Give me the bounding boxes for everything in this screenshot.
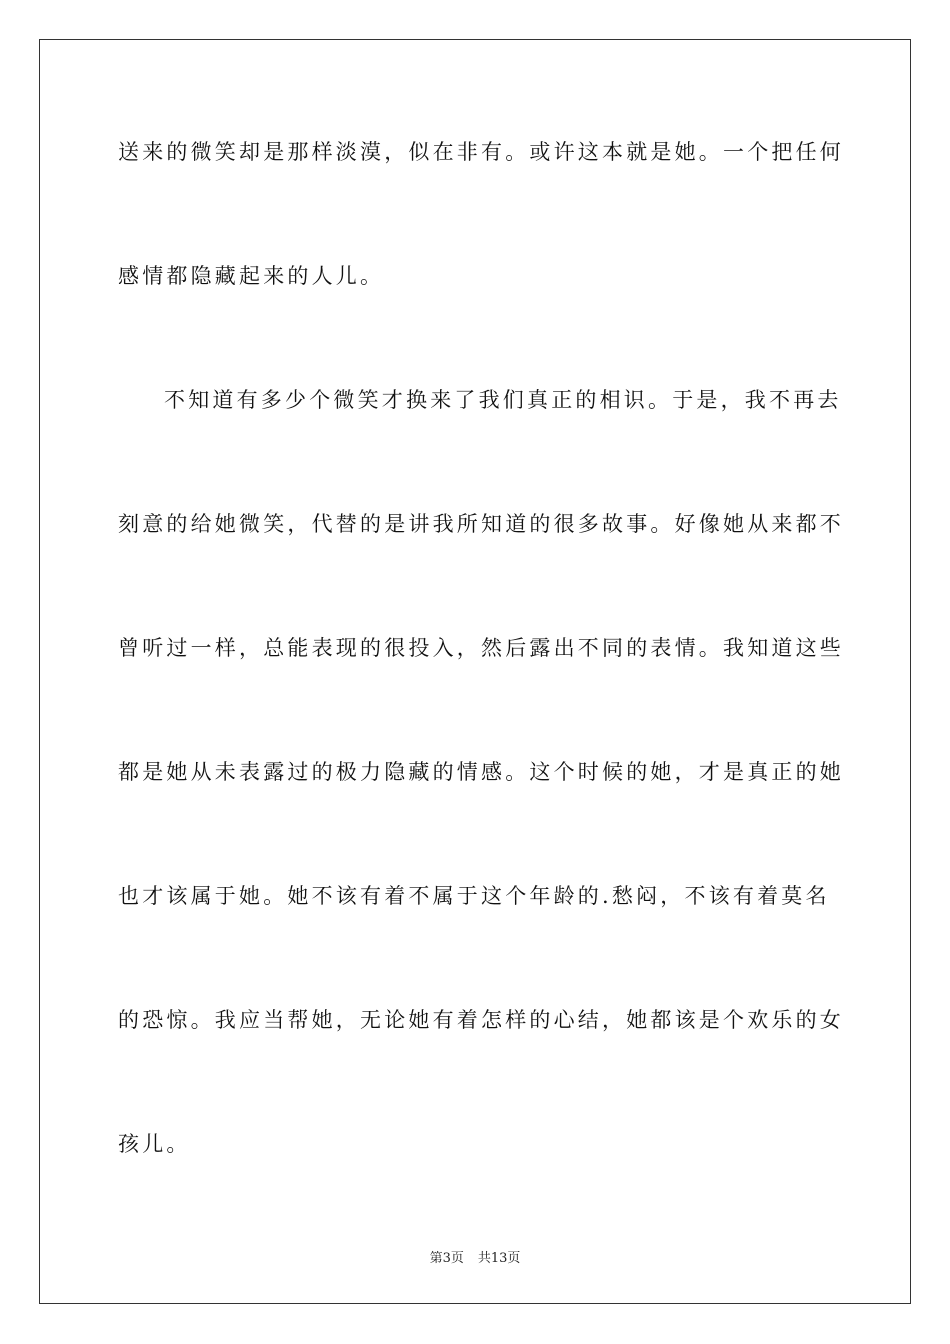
page-total: 共13页	[477, 1251, 521, 1266]
text-line: 送来的微笑却是那样淡漠，似在非有。或许这本就是她。一个把任何	[118, 140, 844, 164]
page-footer	[0, 1247, 950, 1266]
page-number: 第3页	[429, 1251, 464, 1266]
text-line: 刻意的给她微笑，代替的是讲我所知道的很多故事。好像她从来都不	[118, 512, 844, 536]
document-body	[118, 125, 844, 1241]
text-line: 也才该属于她。她不该有着不属于这个年龄的.愁闷，不该有着莫名	[118, 884, 830, 908]
paragraph-start-line: 不知道有多少个微笑才换来了我们真正的相识。于是，我不再去	[164, 388, 842, 412]
text-line: 的恐惊。我应当帮她，无论她有着怎样的心结，她都该是个欢乐的女	[118, 1008, 844, 1032]
text-line: 感情都隐藏起来的人儿。	[118, 264, 385, 288]
text-line: 都是她从未表露过的极力隐藏的情感。这个时候的她，才是真正的她	[118, 760, 844, 784]
text-line: 曾听过一样，总能表现的很投入，然后露出不同的表情。我知道这些	[118, 636, 844, 660]
text-line: 孩儿。	[118, 1132, 191, 1156]
